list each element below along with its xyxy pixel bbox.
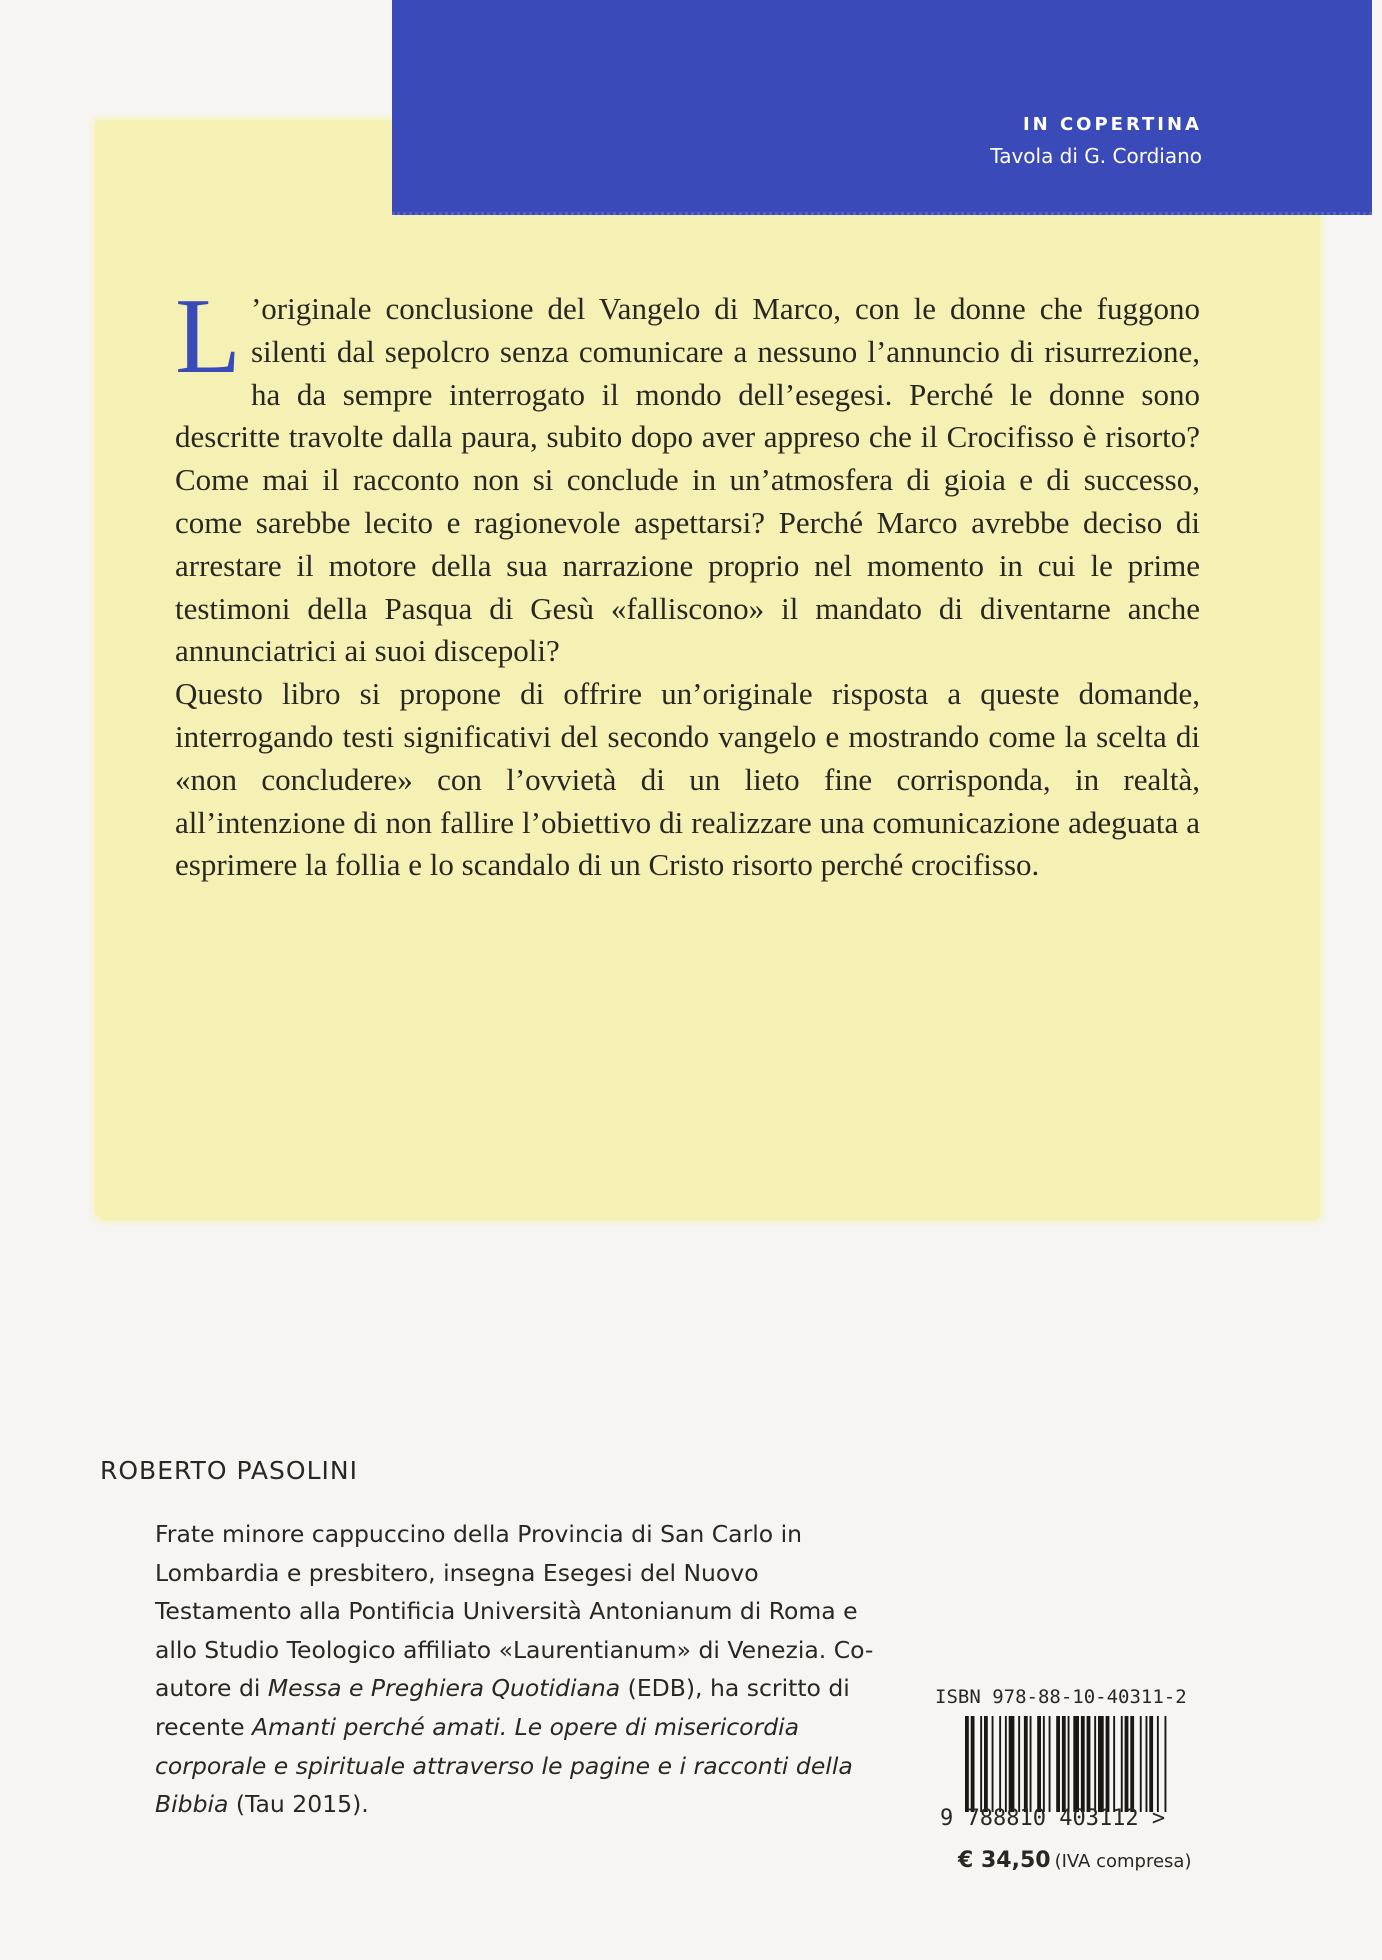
blurb-paragraph-2: Questo libro si propone di offrire un’originale risposta a queste domande, interrogando testi significativi del secondo vangelo e mostrando come la scelta di «non concludere» con l’ovvietà di un lieto fine corrisponda, in realtà, all’intenzione di non fallire l’obiettivo di realizzare una comunicazione adeguata a esprimere la follia e lo scandalo di un Cristo risorto perché crocifisso.	[175, 676, 1200, 883]
book-blurb	[175, 277, 1200, 887]
barcode-bar	[1024, 1716, 1028, 1812]
cover-credit: Tavola di G. Cordiano	[990, 144, 1202, 168]
barcode-bar	[1030, 1716, 1032, 1812]
barcode-bar	[1018, 1716, 1020, 1812]
author-name: ROBERTO PASOLINI	[100, 1456, 358, 1485]
barcode-bar	[1157, 1716, 1159, 1812]
barcode-bar	[999, 1716, 1001, 1812]
price-amount: € 34,50	[958, 1848, 1051, 1873]
price	[958, 1848, 1191, 1873]
bio-title-1: Messa e Preghiera Quotidiana	[267, 1674, 621, 1703]
barcode-bar	[1098, 1716, 1104, 1812]
barcode-bar	[992, 1716, 994, 1812]
barcode-bar	[1081, 1716, 1085, 1812]
barcode-bar	[1037, 1716, 1041, 1812]
barcode	[965, 1716, 1200, 1812]
bio-text-1: Frate minore cappuccino della Provincia di San Carlo in Lombardia e presbitero, insegna Esegesi del Nuovo Testamento alla Pontificia Università Antonianum di Roma e allo Studio Teologico affiliato «Laurentianum» di Venezia. Co-autore di	[155, 1520, 874, 1703]
barcode-bar	[1068, 1716, 1070, 1812]
bio-text-3: (Tau 2015).	[228, 1790, 369, 1819]
blurb-paragraph-1-text: ’originale conclusione del Vangelo di Marco, con le donne che fuggono silenti dal sepolcro senza comunicare a nessuno l’annuncio di risurrezione, ha da sempre interrogato il mondo dell’esegesi. Perché le donne sono descritte travolte dalla paura, subito dopo aver appreso che il Crocifisso è risorto? Come mai il racconto non si conclude in un’atmosfera di gioia e di successo, come sarebbe lecito e ragionevole aspettarsi? Perché Marco avrebbe deciso di arrestare il motore della sua narrazione proprio nel momento in cui le prime testimoni della Pasqua di Gesù «falliscono» il mandato di diventarne anche annunciatrici ai suoi discepoli?	[175, 291, 1200, 669]
barcode-bar	[1062, 1716, 1066, 1812]
blurb-paragraph-1	[175, 277, 1200, 673]
barcode-bar	[1125, 1716, 1129, 1812]
cover-label: IN COPERTINA	[1022, 114, 1202, 135]
barcode-digits: 9 788810 403112 >	[940, 1806, 1166, 1831]
barcode-bar	[1049, 1716, 1051, 1812]
barcode-bar	[1005, 1716, 1007, 1812]
barcode-bar	[1113, 1716, 1115, 1812]
barcode-bar	[1106, 1716, 1110, 1812]
barcode-bar	[1130, 1716, 1134, 1812]
isbn-label: ISBN 978-88-10-40311-2	[935, 1686, 1187, 1708]
author-bio	[155, 1515, 875, 1824]
barcode-bar	[984, 1716, 988, 1812]
barcode-bar	[1146, 1716, 1148, 1812]
barcode-bar	[1165, 1716, 1167, 1812]
barcode-bar	[1056, 1716, 1060, 1812]
barcode-bar	[1094, 1716, 1096, 1812]
barcode-bar	[1073, 1716, 1079, 1812]
barcode-bar	[1009, 1716, 1015, 1812]
drop-cap: L	[175, 277, 241, 396]
cover-credit-banner	[392, 0, 1372, 215]
bio-text-2: (EDB), ha scritto di recente	[155, 1674, 850, 1741]
barcode-bar	[1043, 1716, 1045, 1812]
price-vat-note: (IVA compresa)	[1054, 1851, 1192, 1872]
bio-title-2: Amanti perché amati. Le opere di misericordia corporale e spirituale attraverso le pagine e i racconti della Bibbia	[155, 1712, 853, 1819]
barcode-bar	[1121, 1716, 1123, 1812]
barcode-bar	[1087, 1716, 1091, 1812]
barcode-bar	[971, 1716, 975, 1812]
barcode-bar	[1149, 1716, 1153, 1812]
barcode-bar	[1140, 1716, 1142, 1812]
barcode-bar	[965, 1716, 969, 1812]
barcode-bar	[980, 1716, 982, 1812]
